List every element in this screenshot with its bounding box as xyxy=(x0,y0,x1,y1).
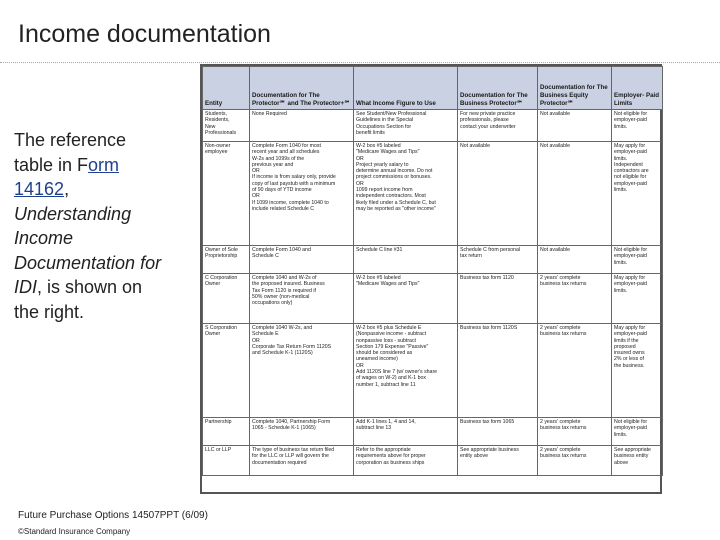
table-cell: W-2 box #5 plus Schedule E (Nonpassive income - subtract nonpassive loss - subtract Section 179 Expense "Passive" should be considered as unearned income) OR Add 1120S line 7 (w/ owner's share of wages on W-2) and K-1 box number 1, subtract line 11 xyxy=(354,324,458,418)
table-cell: Not available xyxy=(458,142,538,246)
table-cell: 2 years' complete business tax returns xyxy=(538,324,612,418)
form-link-b[interactable]: 14162 xyxy=(14,179,65,199)
table-header-cell: Documentation for The Business Protector℠ xyxy=(458,67,538,110)
table-row xyxy=(203,246,663,274)
side-text-italic: Understanding Income Documentation for IDI xyxy=(14,203,162,297)
table-cell: The type of business tax return filed for the LLC or LLP will govern the documentation required xyxy=(250,446,354,476)
table-row xyxy=(203,274,663,324)
table-cell: May apply for employer-paid limits if the proposed insured owns 2% or less of the business. xyxy=(612,324,663,418)
table-row xyxy=(203,324,663,418)
table-cell: Not eligible for employer-paid limits. xyxy=(612,110,663,142)
table-cell: W-2 box #5 labeled "Medicare Wages and Tips" xyxy=(354,274,458,324)
table-cell: Schedule C from personal tax return xyxy=(458,246,538,274)
table-cell: 2 years' complete business tax returns xyxy=(538,418,612,446)
table-cell: Business tax form 1120 xyxy=(458,274,538,324)
table-cell: See appropriate business entity above xyxy=(458,446,538,476)
table-cell: Add K-1 lines 1, 4 and 14, subtract line 13 xyxy=(354,418,458,446)
table-cell: None Required xyxy=(250,110,354,142)
table-cell: Refer to the appropriate requirements above for proper corporation as business ships xyxy=(354,446,458,476)
table-header-row xyxy=(203,67,663,110)
table-cell: Partnership xyxy=(203,418,250,446)
table-cell: Complete Form 1040 and Schedule C xyxy=(250,246,354,274)
table-header-cell: What Income Figure to Use xyxy=(354,67,458,110)
footer-note: Future Purchase Options 14507PPT (6/09) xyxy=(18,510,208,521)
slide-title: Income documentation xyxy=(18,20,271,48)
table-cell: Business tax form 1065 xyxy=(458,418,538,446)
table-row xyxy=(203,142,663,246)
income-documentation-table xyxy=(200,64,662,494)
table-cell: Complete 1040 W-2s, and Schedule E OR Corporate Tax Return Form 1120S and Schedule K-1 (1120S) xyxy=(250,324,354,418)
table-cell: Non-owner employee xyxy=(203,142,250,246)
table-cell: See Student/New Professional Guidelines in the Special Occupations Section for benefit limits xyxy=(354,110,458,142)
table-cell: Complete Form 1040 for most recent year and all schedules W-2s and 1099s of the previous year and OR If income is from salary only, provide copy of last paystub with a minimum of 90 days of YTD income OR If 1099 income, complete 1040 to include related Schedule C xyxy=(250,142,354,246)
table-cell: Not eligible for employer-paid limits. xyxy=(612,418,663,446)
form-link-a[interactable]: orm xyxy=(88,154,120,175)
table-cell: LLC or LLP xyxy=(203,446,250,476)
title-divider xyxy=(0,62,720,63)
table-cell: Not available xyxy=(538,142,612,246)
table-cell: For new private practice professionals, please contact your underwriter xyxy=(458,110,538,142)
side-description xyxy=(14,128,164,324)
side-text-part2: , xyxy=(64,179,70,199)
table-cell: W-2 box #5 labeled "Medicare Wages and Tips" OR Project yearly salary to determine annual income. Do not project commissions or bonuses. OR 1099 report income from independent contractors. Most likely filed under a Schedule C, but may be reported as "other income" xyxy=(354,142,458,246)
table-row xyxy=(203,418,663,446)
table-header-cell: Documentation for The Protector℠ and The Protector+℠ xyxy=(250,67,354,110)
table-header-cell: Employer- Paid Limits xyxy=(612,67,663,110)
table-cell: C Corporation Owner xyxy=(203,274,250,324)
table-row xyxy=(203,110,663,142)
table-cell: Business tax form 1120S xyxy=(458,324,538,418)
table-cell: Owner of Sole Proprietorship xyxy=(203,246,250,274)
table-cell: See appropriate business entity above xyxy=(612,446,663,476)
table-cell: Not available xyxy=(538,246,612,274)
table-cell: Complete 1040 and W-2s of the proposed insured. Business Tax Form 1120 is required if 50% owner (non-medical occupations only) xyxy=(250,274,354,324)
table-cell: Students, Residents, New Professionals xyxy=(203,110,250,142)
table-cell: Complete 1040, Partnership Form 1065 - Schedule K-1 (1065) xyxy=(250,418,354,446)
table-cell: 2 years' complete business tax returns xyxy=(538,446,612,476)
table-header-cell: Entity xyxy=(203,67,250,110)
table-header-cell: Documentation for The Business Equity Protector℠ xyxy=(538,67,612,110)
copyright-note: ©Standard Insurance Company xyxy=(18,527,131,536)
table-row xyxy=(203,446,663,476)
side-text-part1: The reference table in F xyxy=(14,130,127,175)
table-cell: S Corporation Owner xyxy=(203,324,250,418)
table-cell: May apply for employer-paid limits. Independent contractors are not eligible for employer-paid limits. xyxy=(612,142,663,246)
table-cell: May apply for employer-paid limits. xyxy=(612,274,663,324)
table-cell: Not available xyxy=(538,110,612,142)
table-cell: Schedule C line #31 xyxy=(354,246,458,274)
side-text-part3: , is shown on the right. xyxy=(14,277,143,322)
table-cell: Not eligible for employer-paid limits. xyxy=(612,246,663,274)
table-cell: 2 years' complete business tax returns xyxy=(538,274,612,324)
